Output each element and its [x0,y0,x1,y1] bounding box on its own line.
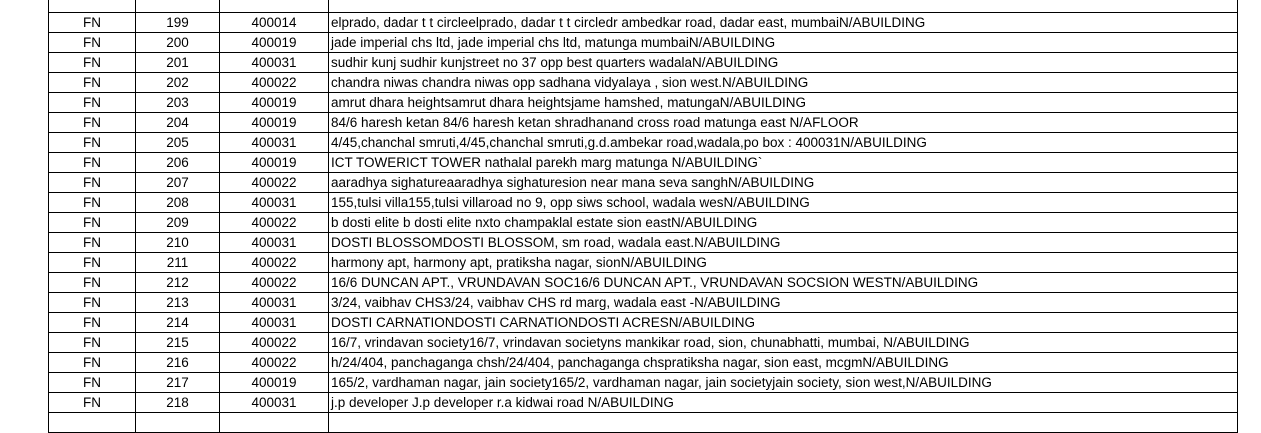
address-cell: 3/24, vaibhav CHS3/24, vaibhav CHS rd marg, wadala east -N/ABUILDING [329,292,1238,312]
table-row [49,252,1238,272]
address-cell: elprado, dadar t t circleelprado, dadar t t circledr ambedkar road, dadar east, mumbaiN/ABUILDING [329,12,1238,32]
address-cell: b dosti elite b dosti elite nxto champaklal estate sion eastN/ABUILDING [329,212,1238,232]
pincode-cell: 400022 [220,172,329,192]
pincode-cell: 400019 [220,152,329,172]
serial-number-cell: 202 [136,72,220,92]
table-row [49,192,1238,212]
serial-number-cell: 199 [136,12,220,32]
pincode-cell: 400022 [220,332,329,352]
address-cell: DOSTI CARNATIONDOSTI CARNATIONDOSTI ACRESN/ABUILDING [329,312,1238,332]
ward-cell [49,412,136,432]
pincode-cell: 400019 [220,32,329,52]
ward-cell: FN [49,292,136,312]
pincode-cell: 400019 [220,92,329,112]
table-row [49,312,1238,332]
ward-cell: FN [49,32,136,52]
ward-cell: FN [49,252,136,272]
pincode-cell [220,0,329,12]
serial-number-cell: 218 [136,392,220,412]
serial-number-cell [136,0,220,12]
address-cell: chandra niwas chandra niwas opp sadhana vidyalaya , sion west.N/ABUILDING [329,72,1238,92]
table-row [49,372,1238,392]
table-row [49,92,1238,112]
address-cell: sudhir kunj sudhir kunjstreet no 37 opp best quarters wadalaN/ABUILDING [329,52,1238,72]
serial-number-cell: 216 [136,352,220,372]
pincode-cell: 400019 [220,112,329,132]
table-row [49,412,1238,432]
table-row [49,32,1238,52]
serial-number-cell: 207 [136,172,220,192]
table-row [49,352,1238,372]
ward-cell: FN [49,112,136,132]
pincode-cell: 400019 [220,372,329,392]
address-cell: 4/45,chanchal smruti,4/45,chanchal smruti,g.d.ambekar road,wadala,po box : 400031N/ABUILDING [329,132,1238,152]
address-cell: harmony apt, harmony apt, pratiksha nagar, sionN/ABUILDING [329,252,1238,272]
table-row [49,132,1238,152]
table-row [49,292,1238,312]
ward-cell: FN [49,332,136,352]
ward-cell: FN [49,352,136,372]
address-cell: 165/2, vardhaman nagar, jain society165/2, vardhaman nagar, jain societyjain society, sion west,N/ABUILDING [329,372,1238,392]
serial-number-cell: 203 [136,92,220,112]
pincode-cell: 400022 [220,272,329,292]
pincode-cell: 400031 [220,312,329,332]
serial-number-cell: 208 [136,192,220,212]
address-cell: 16/7, vrindavan society16/7, vrindavan societyns mankikar road, sion, chunabhatti, mumbai, N/ABUILDING [329,332,1238,352]
table-row [49,272,1238,292]
table-row [49,0,1238,12]
pincode-cell: 400031 [220,232,329,252]
ward-cell: FN [49,152,136,172]
table-row [49,392,1238,412]
address-cell: 16/6 DUNCAN APT., VRUNDAVAN SOC16/6 DUNCAN APT., VRUNDAVAN SOCSION WESTN/ABUILDING [329,272,1238,292]
pincode-cell: 400031 [220,132,329,152]
pincode-cell: 400031 [220,192,329,212]
address-cell: DOSTI BLOSSOMDOSTI BLOSSOM, sm road, wadala east.N/ABUILDING [329,232,1238,252]
ward-cell: FN [49,52,136,72]
ward-cell: FN [49,92,136,112]
serial-number-cell: 206 [136,152,220,172]
address-cell: amrut dhara heightsamrut dhara heightsjame hamshed, matungaN/ABUILDING [329,92,1238,112]
serial-number-cell: 201 [136,52,220,72]
address-cell: jade imperial chs ltd, jade imperial chs ltd, matunga mumbaiN/ABUILDING [329,32,1238,52]
ward-cell: FN [49,212,136,232]
serial-number-cell: 214 [136,312,220,332]
table-body [49,0,1238,432]
table-row [49,172,1238,192]
serial-number-cell: 204 [136,112,220,132]
pincode-cell: 400022 [220,72,329,92]
table-row [49,212,1238,232]
serial-number-cell: 215 [136,332,220,352]
serial-number-cell: 200 [136,32,220,52]
ward-cell [49,0,136,12]
ward-cell: FN [49,372,136,392]
ward-cell: FN [49,192,136,212]
address-cell: aaradhya sighatureaaradhya sighaturesion near mana seva sanghN/ABUILDING [329,172,1238,192]
pincode-cell: 400022 [220,252,329,272]
ward-cell: FN [49,12,136,32]
serial-number-cell: 212 [136,272,220,292]
table-row [49,232,1238,252]
ward-cell: FN [49,232,136,252]
pincode-cell: 400014 [220,12,329,32]
serial-number-cell [136,412,220,432]
ward-cell: FN [49,272,136,292]
table-row [49,52,1238,72]
address-cell [329,412,1238,432]
serial-number-cell: 209 [136,212,220,232]
address-cell: 155,tulsi villa155,tulsi villaroad no 9, opp siws school, wadala wesN/ABUILDING [329,192,1238,212]
address-table [48,0,1238,433]
address-cell: ICT TOWERICT TOWER nathalal parekh marg matunga N/ABUILDING` [329,152,1238,172]
address-cell [329,0,1238,12]
ward-cell: FN [49,72,136,92]
table-row [49,12,1238,32]
pincode-cell: 400031 [220,392,329,412]
pincode-cell: 400031 [220,52,329,72]
ward-cell: FN [49,172,136,192]
address-cell: 84/6 haresh ketan 84/6 haresh ketan shradhanand cross road matunga east N/AFLOOR [329,112,1238,132]
table-row [49,152,1238,172]
table-row [49,112,1238,132]
serial-number-cell: 205 [136,132,220,152]
ward-cell: FN [49,312,136,332]
serial-number-cell: 217 [136,372,220,392]
serial-number-cell: 211 [136,252,220,272]
pincode-cell [220,412,329,432]
ward-cell: FN [49,392,136,412]
serial-number-cell: 213 [136,292,220,312]
pincode-cell: 400022 [220,352,329,372]
address-cell: h/24/404, panchaganga chsh/24/404, panchaganga chspratiksha nagar, sion east, mcgmN/ABUILDING [329,352,1238,372]
table-row [49,72,1238,92]
pincode-cell: 400022 [220,212,329,232]
address-cell: j.p developer J.p developer r.a kidwai road N/ABUILDING [329,392,1238,412]
pincode-cell: 400031 [220,292,329,312]
serial-number-cell: 210 [136,232,220,252]
table-row [49,332,1238,352]
ward-cell: FN [49,132,136,152]
